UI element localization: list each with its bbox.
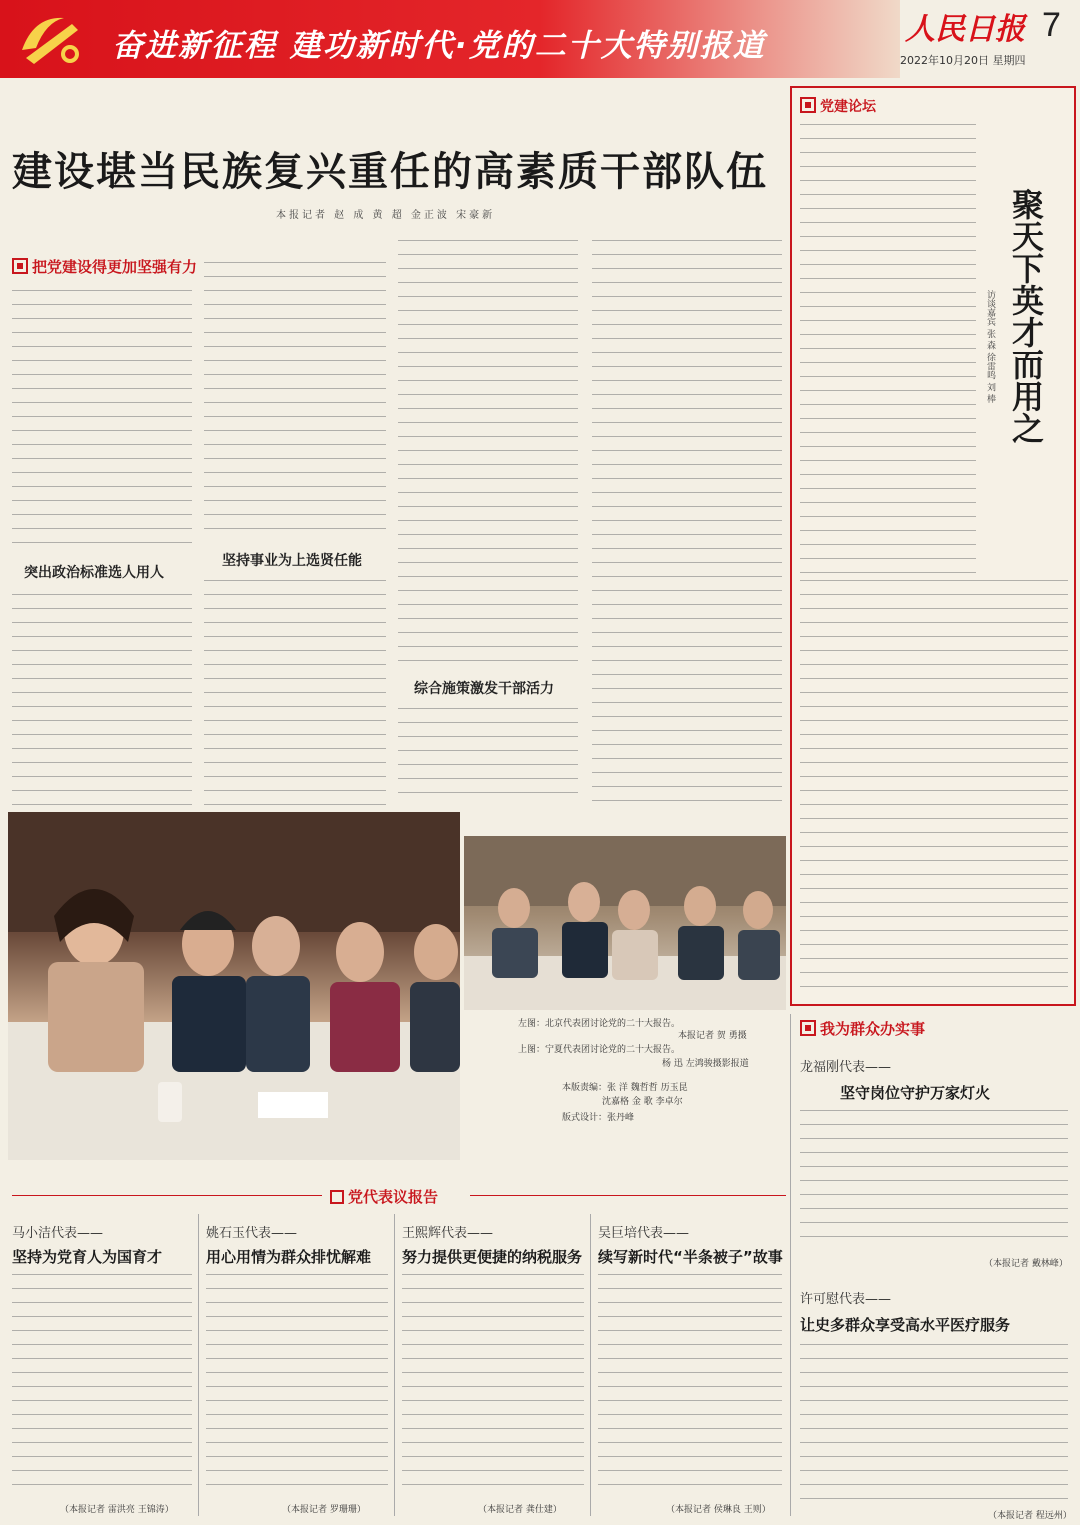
delegate-name: 王熙辉代表—— xyxy=(402,1226,494,1241)
column-divider xyxy=(590,1214,591,1516)
report-credit: （本报记者 雷洪亮 王锦涛） xyxy=(60,1505,174,1515)
report-credit: （本报记者 罗珊珊） xyxy=(282,1505,366,1515)
article-column xyxy=(12,594,192,806)
story-title: 让史多群众享受高水平医疗服务 xyxy=(800,1316,1011,1334)
issue-date: 2022年10月20日 星期四 xyxy=(900,54,1026,67)
article-column xyxy=(592,240,782,806)
sidebar-title: 聚天下英才而用之 xyxy=(1007,188,1045,444)
masthead xyxy=(0,0,1080,90)
delegate-name: 龙福刚代表—— xyxy=(800,1060,892,1075)
column-divider xyxy=(394,1214,395,1516)
layout-designer: 版式设计：张丹峰 xyxy=(562,1113,635,1123)
article-column xyxy=(204,580,386,806)
story-text xyxy=(800,1344,1068,1504)
report-text xyxy=(598,1274,782,1496)
report-credit: （本报记者 龚仕建） xyxy=(478,1505,562,1515)
photo-ningxia-delegation xyxy=(464,836,786,1010)
delegate-name: 姚石玉代表—— xyxy=(206,1226,298,1241)
section-tag-serve-people: 我为群众办实事 xyxy=(800,1018,925,1039)
headline-byline: 本报记者 赵 成 黄 超 金正波 宋豪新 xyxy=(276,210,496,221)
page-editors: 本版责编：张 洋 魏哲哲 历玉昆 xyxy=(562,1083,688,1093)
section-marker-icon xyxy=(12,258,28,274)
report-credit: （本报记者 侯琳良 王则） xyxy=(666,1505,771,1515)
column-divider xyxy=(790,1014,791,1516)
article-column xyxy=(204,262,386,534)
subhead: 综合施策激发干部活力 xyxy=(414,681,554,697)
photo-caption: 左图：北京代表团讨论党的二十大报告。 xyxy=(518,1019,681,1029)
sidebar-text xyxy=(800,580,1068,1000)
newspaper-logo: 人民日报 xyxy=(905,12,1025,47)
article-column xyxy=(398,708,578,806)
story-title: 坚守岗位守护万家灯火 xyxy=(840,1084,991,1102)
band-rule-left xyxy=(12,1195,322,1196)
article-column xyxy=(398,240,578,666)
section-tag-party-forum: 党建论坛 xyxy=(800,96,876,116)
story-text xyxy=(800,1110,1068,1250)
report-text xyxy=(402,1274,584,1496)
photo-caption: 上图：宁夏代表团讨论党的二十大报告。 xyxy=(518,1045,681,1055)
page-headline: 建设堪当民族复兴重任的高素质干部队伍 xyxy=(12,149,768,195)
report-title: 续写新时代“半条被子”故事 xyxy=(598,1248,783,1266)
section-marker-icon xyxy=(330,1190,344,1204)
subhead: 坚持事业为上选贤任能 xyxy=(222,553,362,569)
delegate-name: 马小洁代表—— xyxy=(12,1226,104,1241)
reports-band-title: 党代表议报告 xyxy=(330,1186,438,1207)
section-marker-icon xyxy=(800,1020,816,1036)
photo-illustration xyxy=(464,836,786,1010)
photo-illustration xyxy=(8,812,460,1160)
article-column xyxy=(12,290,192,548)
sidebar-text xyxy=(800,124,976,574)
delegate-name: 吴巨培代表—— xyxy=(598,1226,690,1241)
report-text xyxy=(206,1274,388,1496)
band-rule-right xyxy=(470,1195,786,1196)
report-title: 努力提供更便捷的纳税服务 xyxy=(402,1248,583,1266)
story-credit: （本报记者 戴林峰） xyxy=(984,1259,1068,1269)
photo-credit: 本报记者 贺 勇摄 xyxy=(678,1031,747,1041)
photo-beijing-delegation xyxy=(8,812,460,1160)
report-text xyxy=(12,1274,192,1496)
section-tag-party-building: 把党建设得更加坚强有力 xyxy=(12,256,197,277)
delegate-name: 许可慰代表—— xyxy=(800,1292,892,1307)
sidebar-byline: 访谈嘉宾 张 森 徐雷鸣 刘 棒 xyxy=(985,290,995,404)
banner-title: 奋进新征程 建功新时代·党的二十大特别报道 xyxy=(112,28,766,64)
subhead: 突出政治标准选人用人 xyxy=(24,565,164,581)
column-divider xyxy=(198,1214,199,1516)
page-number: 7 xyxy=(1042,6,1061,44)
party-emblem-icon xyxy=(12,8,92,70)
story-credit: （本报记者 程远州） xyxy=(988,1511,1072,1521)
report-title: 用心用情为群众排忧解难 xyxy=(206,1248,372,1266)
photo-credit: 杨 迅 左鸿骏摄影报道 xyxy=(662,1059,749,1069)
report-title: 坚持为党育人为国育才 xyxy=(12,1248,163,1266)
page-editors: 沈嘉格 金 歌 李卓尔 xyxy=(602,1097,683,1107)
section-marker-icon xyxy=(800,97,816,113)
